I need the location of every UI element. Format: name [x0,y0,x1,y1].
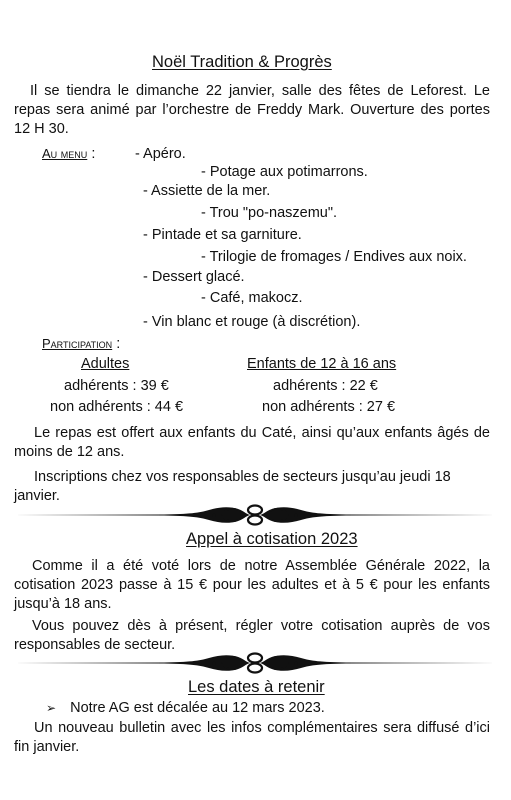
noel-intro: Il se tiendra le dimanche 22 janvier, salle des fêtes de Leforest. Le repas sera animé par l’orchestre de Freddy Mark. Ouverture des portes 12 H 30. [14,83,490,137]
date-item [46,700,325,716]
menu-item: - Trou "po-naszemu". [201,205,338,221]
menu-label-group [42,146,95,162]
adults-nonmembers-price: non adhérents : 44 € [50,399,184,415]
menu-colon: : [91,146,96,162]
registration-note: Inscriptions chez vos responsables de secteurs jusqu’au jeudi 18 janvier. [14,469,451,504]
menu-item: - Potage aux potimarrons. [201,164,368,180]
menu-label: Au menu [42,146,88,161]
adults-members-price: adhérents : 39 € [64,378,169,394]
participation-label: Participation [42,336,113,351]
section-title-cotisation: Appel à cotisation 2023 [186,530,358,548]
menu-item: - Café, makocz. [201,290,303,306]
children-members-price: adhérents : 22 € [273,378,378,394]
children-nonmembers-price: non adhérents : 27 € [262,399,396,415]
adults-header: Adultes [81,356,130,372]
menu-item: - Assiette de la mer. [143,183,271,199]
date-item-text: Notre AG est décalée au 12 mars 2023. [70,700,325,716]
menu-item: - Dessert glacé. [143,269,245,285]
section-title-noel: Noël Tradition & Progrès [152,53,332,71]
menu-item: - Trilogie de fromages / Endives aux noix. [201,249,467,265]
menu-item: - Vin blanc et rouge (à discrétion). [143,314,361,330]
section-title-dates: Les dates à retenir [188,678,325,696]
cotisation-para-1: Comme il a été voté lors de notre Assemblée Générale 2022, la cotisation 2023 passe à 15 € pour les adultes et à 5 € pour les enfants jusqu’à 18 ans. [14,558,490,612]
bulletin-note: Un nouveau bulletin avec les infos complémentaires sera diffusé d’ici fin janvier. [14,720,490,755]
ornamental-divider [14,502,496,528]
participation-colon: : [116,336,121,352]
cotisation-para-2: Vous pouvez dès à présent, régler votre cotisation auprès de vos responsables de secteur. [14,618,490,653]
children-header: Enfants de 12 à 16 ans [247,356,397,372]
menu-item: - Pintade et sa garniture. [143,227,302,243]
menu-item: - Apéro. [135,146,186,162]
ornamental-divider [14,650,496,676]
arrow-bullet-icon: ➢ [46,701,57,715]
children-note: Le repas est offert aux enfants du Caté, ainsi qu’aux enfants âgés de moins de 12 ans. [14,425,490,460]
participation-label-group [42,336,120,352]
